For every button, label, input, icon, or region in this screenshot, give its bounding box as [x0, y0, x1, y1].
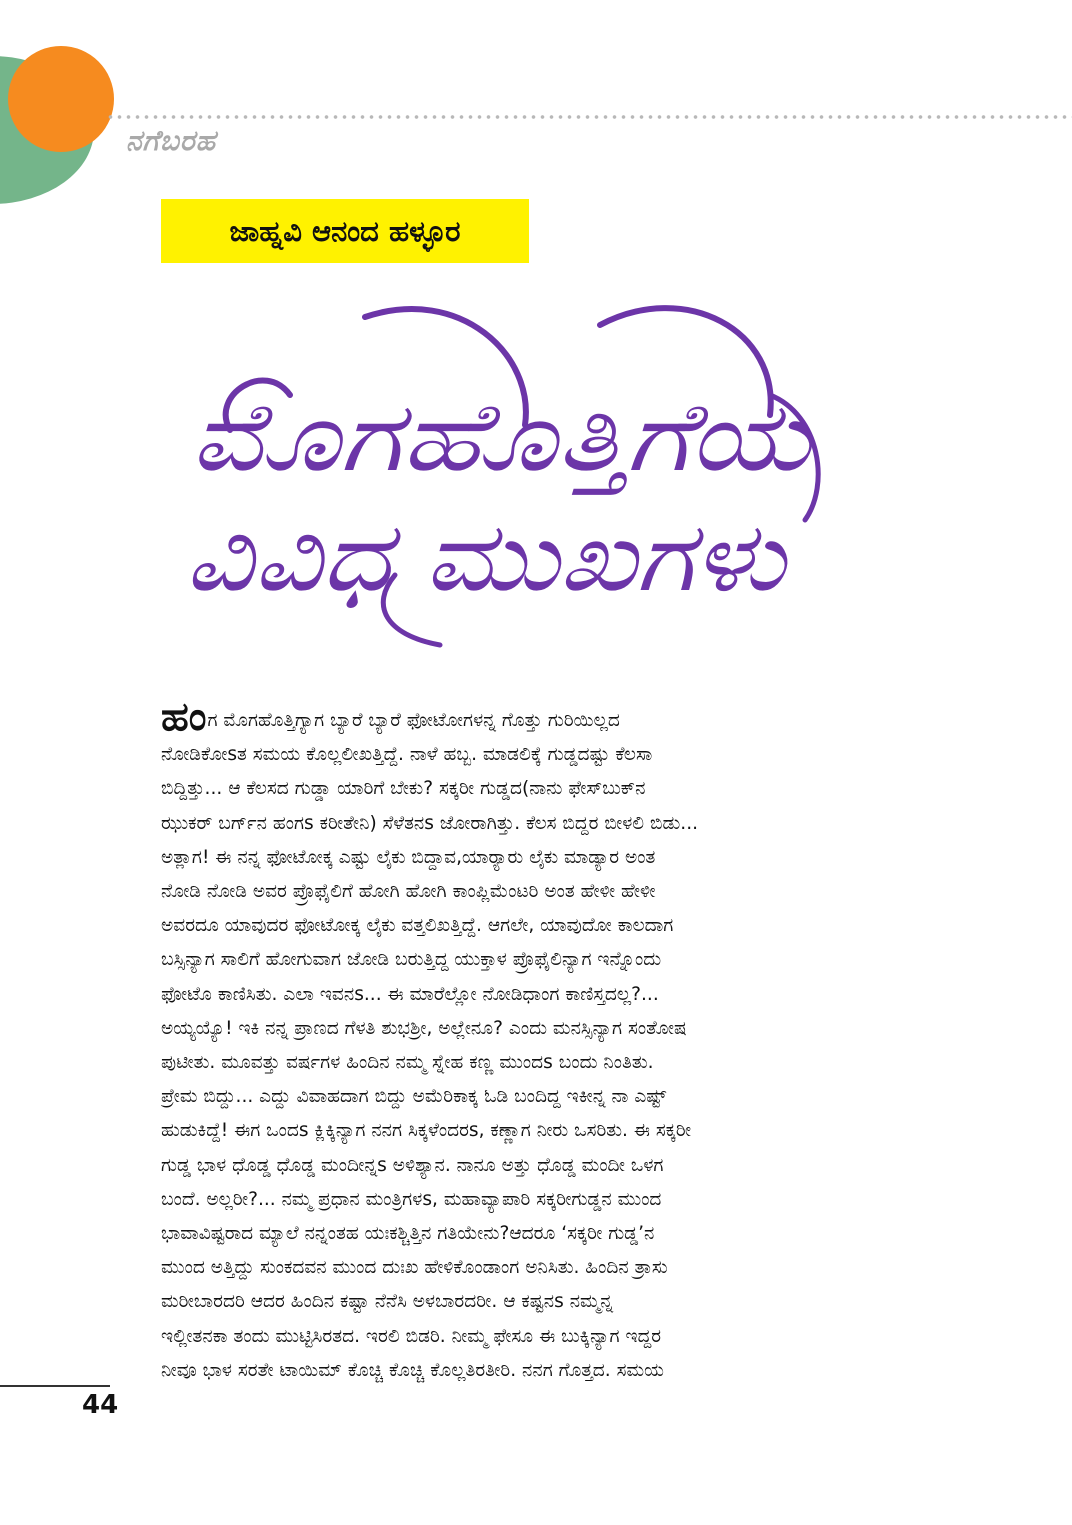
- body-line: ನೋಡಿ ನೋಡಿ ಅವರ ಪ್ರೊಫೈಲಿಗೆ ಹೋಗಿ ಹೋಗಿ ಕಾಂಪ್ಲಿಮೆಂಟರಿ ಅಂತ ಹೇಳೀ ಹೇಳೀ: [161, 881, 656, 903]
- body-line: ಮುಂದ ಅತ್ತಿದ್ದು ಸುಂಕದವನ ಮುಂದ ದುಃಖ ಹೇಳಿಕೊಂಡಾಂಗ ಅನಿಸಿತು. ಹಿಂದಿನ ತ್ರಾಸು: [161, 1257, 668, 1279]
- body-line: ಹುಡುಕಿದ್ದೆ! ಈಗ ಒಂದs ಕ್ಲಿಕ್ಕಿನ್ಯಾಗ ನನಗ ಸಿಕ್ಕಳೆಂದರs, ಕಣ್ಣಾಗ ನೀರು ಒಸರಿತು. ಈ ಸಕ್ಕರೀ: [161, 1120, 692, 1142]
- body-line: ಪ್ರೇಮ ಬಿದ್ದು... ಎದ್ದು ವಿವಾಹದಾಗ ಬಿದ್ದು ಅಮೆರಿಕಾಕ್ಕ ಓಡಿ ಬಂದಿದ್ದ ಇಕೀನ್ನ ನಾ ಎಷ್ಟ್: [161, 1086, 667, 1108]
- section-label: ನಗೆಬರಹ: [126, 124, 217, 157]
- body-line: ಅಯ್ಯಯ್ಯೊ! ಇಕಿ ನನ್ನ ಪ್ರಾಣದ ಗೆಳತಿ ಶುಭಶ್ರೀ, ಅಲ್ಲೇನೂ? ಎಂದು ಮನಸ್ಸಿನ್ಯಾಗ ಸಂತೋಷ: [161, 1017, 687, 1039]
- body-line: ಬಸ್ಸಿನ್ಯಾಗ ಸಾಲಿಗೆ ಹೋಗುವಾಗ ಜೋಡಿ ಬರುತ್ತಿದ್ದ ಯುಕ್ತಾಳ ಪ್ರೊಫೈಲಿನ್ಯಾಗ ಇನ್ನೊಂದು: [161, 949, 662, 971]
- dotted-divider: [106, 115, 1072, 119]
- author-name: ಜಾಹ್ನವಿ ಆನಂದ ಹಳ್ಳೂರ: [229, 213, 461, 248]
- title-line-2: ವಿವಿಧ ಮುಖಗಳು: [185, 501, 790, 613]
- body-line-text: ಗ ಮೊಗಹೊತ್ತಿಗ್ಯಾಗ ಬ್ಯಾರೆ ಬ್ಯಾರೆ ಫೋಟೋಗಳನ್ನ ಗೊತ್ತು ಗುರಿಯಿಲ್ಲದ: [207, 710, 620, 731]
- footer-divider: [0, 1385, 110, 1387]
- body-line: [161, 700, 913, 738]
- body-line: ಪುಟೀತು. ಮೂವತ್ತು ವರ್ಷಗಳ ಹಿಂದಿನ ನಮ್ಮ ಸ್ನೇಹ ಕಣ್ಣ ಮುಂದs ಬಂದು ನಿಂತಿತು.: [161, 1052, 654, 1074]
- title-calligraphy: [170, 285, 850, 665]
- body-line: ಬಂದೆ. ಅಲ್ಲರೀ?... ನಮ್ಮ ಪ್ರಧಾನ ಮಂತ್ರಿಗಳs, ಮಹಾವ್ಯಾಪಾರಿ ಸಕ್ಕರೀಗುಡ್ಡನ ಮುಂದ: [161, 1188, 662, 1210]
- body-line: ಗುಡ್ಡ ಭಾಳ ಧೊಡ್ಡ ಧೊಡ್ಡ ಮಂದೀನ್ನs ಅಳಿಶ್ಯಾನ. ನಾನೂ ಅತ್ತು ಧೊಡ್ಡ ಮಂದೀ ಒಳಗ: [161, 1154, 664, 1176]
- body-line: ನೀವೂ ಭಾಳ ಸರತೇ ಟಾಯಿಮ್ ಕೊಚ್ಚಿ ಕೊಚ್ಚಿ ಕೊಲ್ಲತಿರತೀರಿ. ನನಗ ಗೊತ್ತದ. ಸಮಯ: [161, 1359, 665, 1381]
- drop-cap: ಹಂ: [161, 700, 207, 739]
- body-line: ಮರೀಬಾರದರಿ ಆದರ ಹಿಂದಿನ ಕಷ್ಟಾ ನೆನೆಸಿ ಅಳಬಾರದರೀ. ಆ ಕಷ್ಟನs ನಮ್ಮನ್ನ: [161, 1291, 614, 1313]
- body-line: ಅವರದೂ ಯಾವುದರ ಫೋಟೋಕ್ಕ ಲೈಕು ವತ್ತಲಿಖತ್ತಿದ್ದೆ. ಆಗಲೇ, ಯಾವುದೋ ಕಾಲದಾಗ: [161, 915, 674, 937]
- body-line: ಬಿದ್ದಿತ್ತು... ಆ ಕೆಲಸದ ಗುಡ್ಡಾ ಯಾರಿಗೆ ಬೇಕು? ಸಕ್ಕರೀ ಗುಡ್ಡದ(ನಾನು ಫೇಸ್‌ಬುಕ್‌ನ: [161, 778, 646, 800]
- author-highlight-box: [161, 199, 529, 263]
- title-line-1: ಮೊಗಹೊತ್ತಿಗೆಯ: [190, 381, 715, 493]
- article-body: [161, 700, 913, 1388]
- article-title-art: [170, 285, 850, 665]
- body-line: ಫೋಟೊ ಕಾಣಿಸಿತು. ಎಲಾ ಇವನs... ಈ ಮಾರೆಲ್ಲೋ ನೋಡಿಧಾಂಗ ಕಾಣಿಸ್ತದಲ್ಲ?...: [161, 983, 659, 1005]
- body-line: ನೋಡಿಕೋsತ ಸಮಯ ಕೊಲ್ಲಲೀಖತ್ತಿದ್ದೆ. ನಾಳೆ ಹಬ್ಬ. ಮಾಡಲಿಕ್ಕೆ ಗುಡ್ಡದಷ್ಟು ಕೆಲಸಾ: [161, 744, 653, 766]
- decorative-orange-circle: [8, 46, 114, 152]
- page-number: 44: [82, 1390, 119, 1420]
- body-line: ಝುಕರ್ ಬರ್ಗ್‌ನ ಹಂಗs ಕರೀತೇನಿ) ಸೆಳೆತನs ಜೋರಾಗಿತ್ತು. ಕೆಲಸ ಬಿದ್ದರ ಬೀಳಲಿ ಬಿಡು...: [161, 812, 699, 834]
- body-line: ಭಾವಾವಿಷ್ಟರಾದ ಮ್ಯಾಲೆ ನನ್ನಂತಹ ಯಃಕಶ್ಚಿತ್ತಿನ ಗತಿಯೇನು?ಆದರೂ ‘ಸಕ್ಕರೀ ಗುಡ್ಡ’ನ: [161, 1223, 655, 1245]
- body-line: ಇಲ್ಲೀತನಕಾ ತಂದು ಮುಟ್ಟಿಸಿರತದ. ಇರಲಿ ಬಿಡರಿ. ನೀಮ್ಮ ಫೇಸೂ ಈ ಬುಕ್ಕಿನ್ಯಾಗ ಇದ್ದರ: [161, 1325, 662, 1347]
- body-line: ಅತ್ಲಾಗ! ಈ ನನ್ನ ಫೋಟೋಕ್ಕ ಎಷ್ಟು ಲೈಕು ಬಿದ್ದಾವ,ಯಾರ್‍ಯಾರು ಲೈಕು ಮಾಡ್ಯಾರ ಅಂತ: [161, 846, 656, 868]
